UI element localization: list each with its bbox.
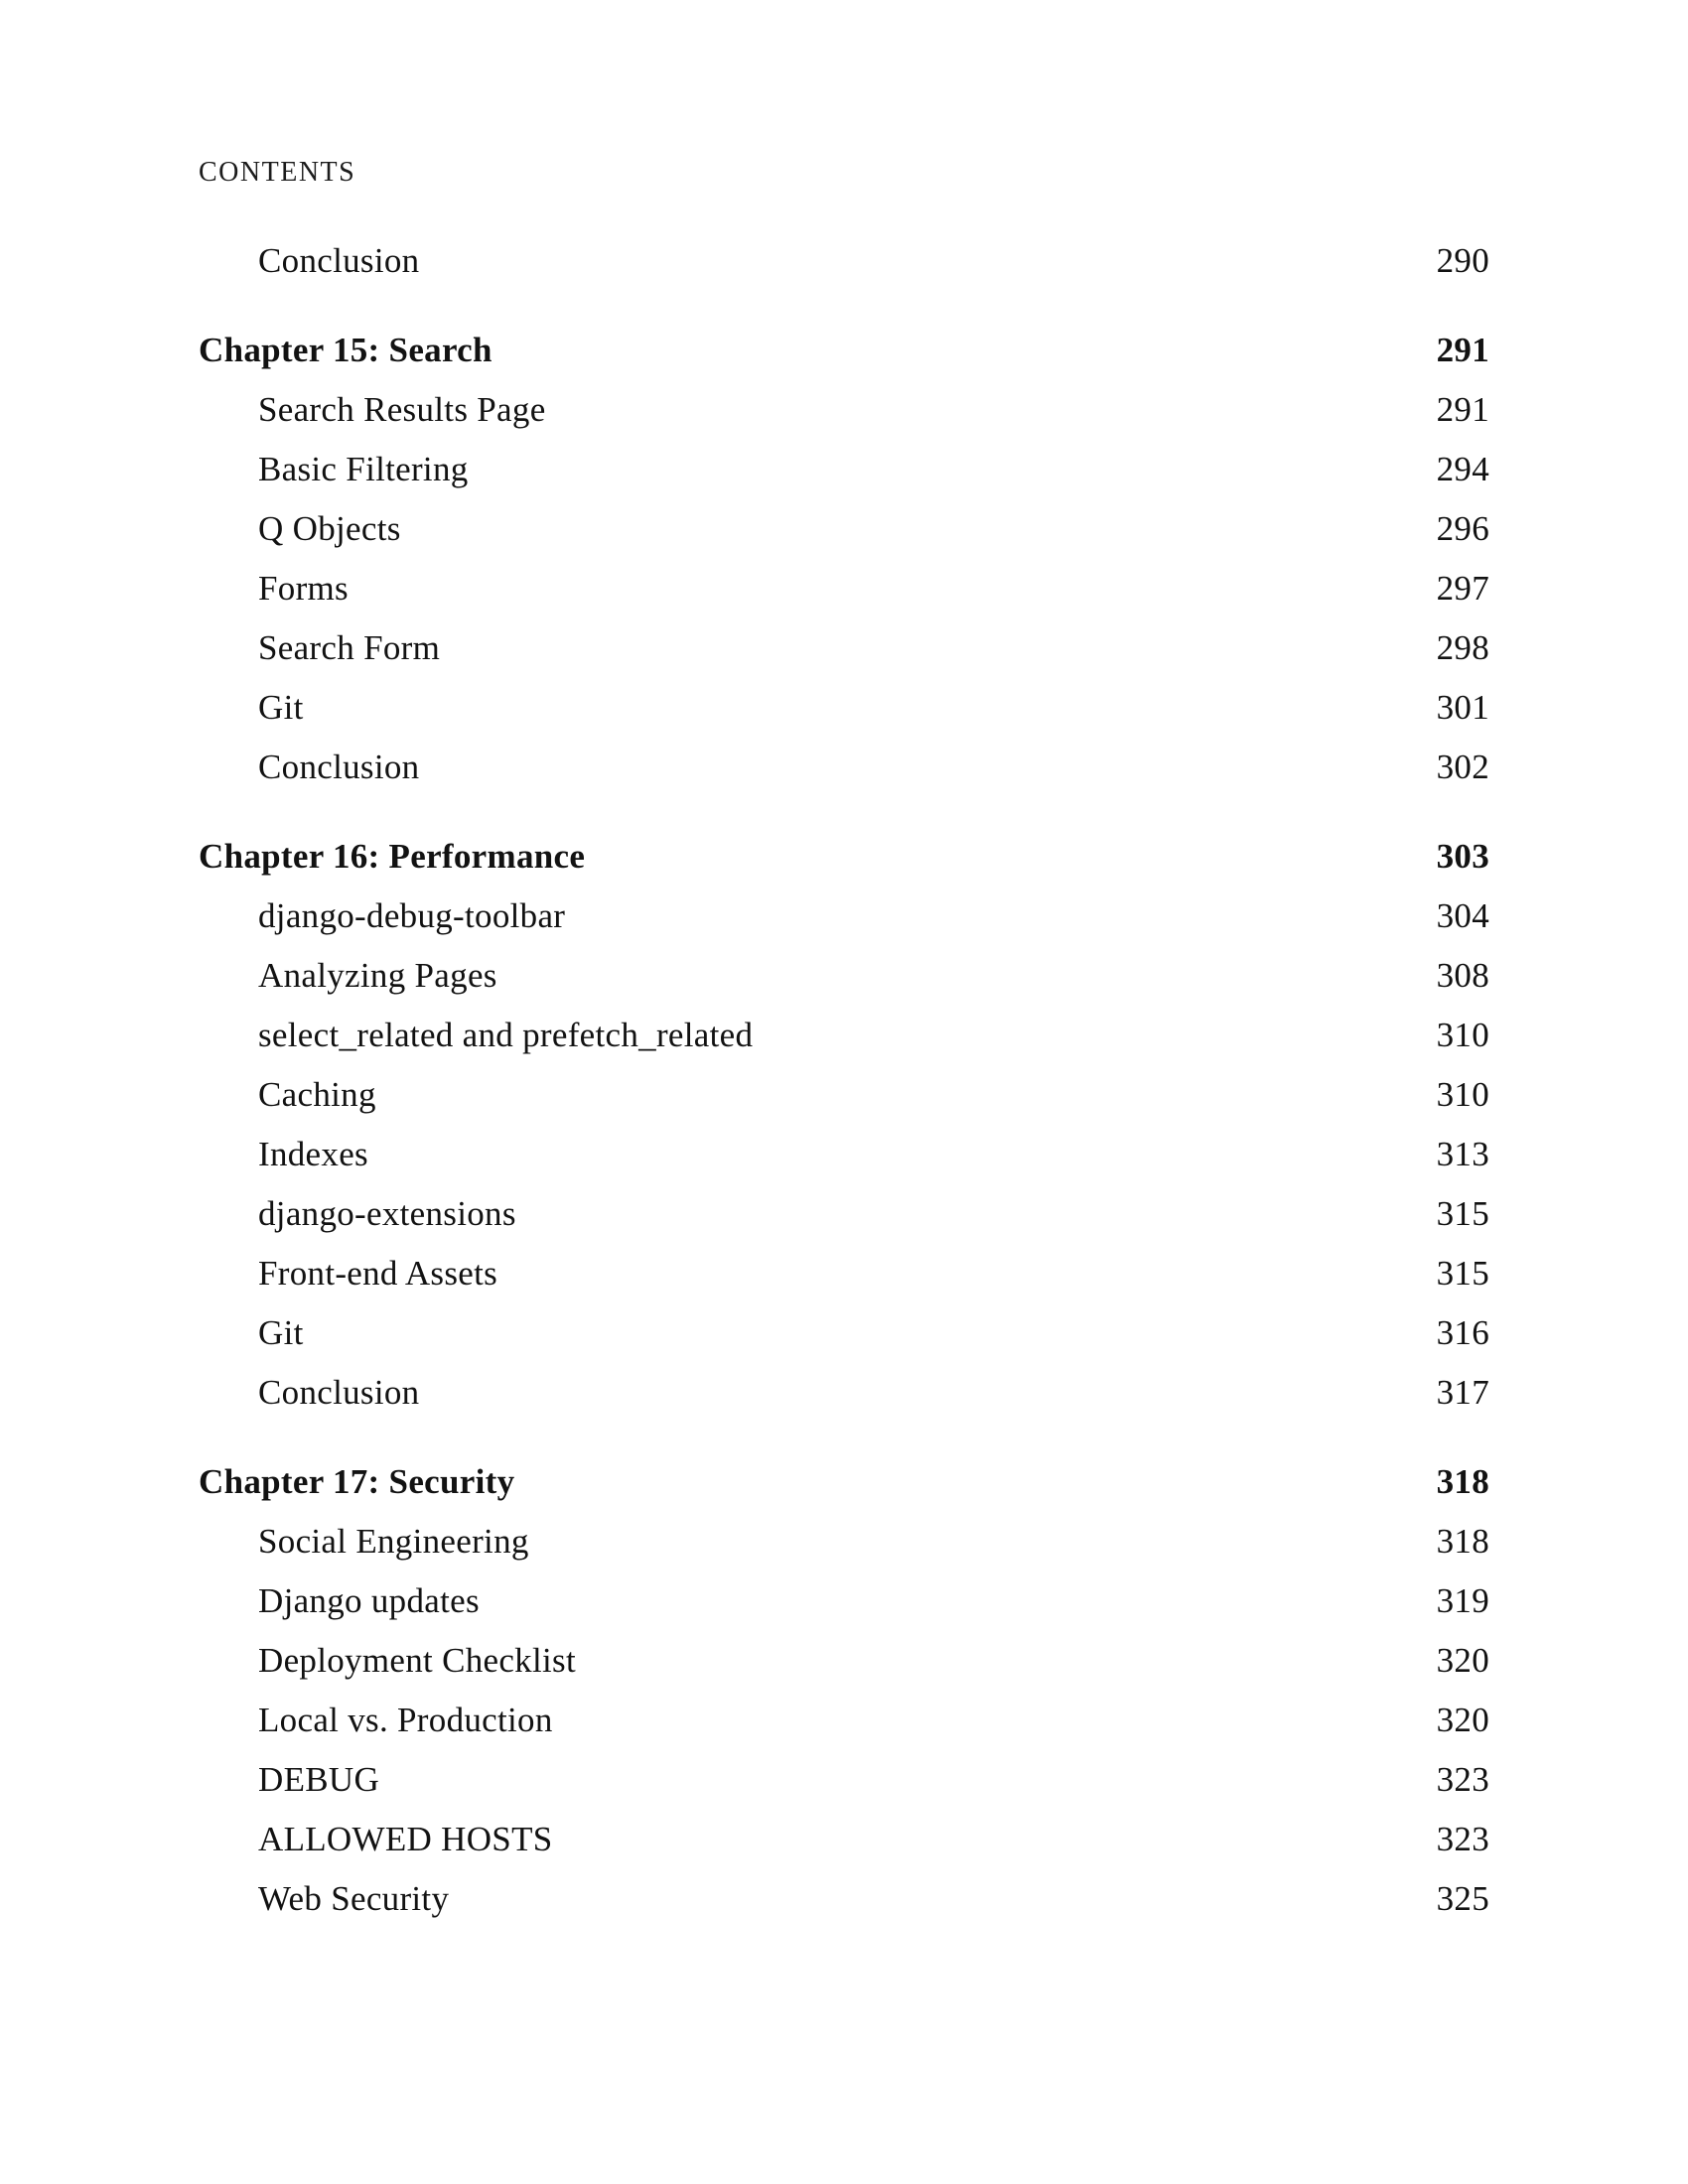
toc-entry-page[interactable]: 302 xyxy=(1436,747,1489,786)
toc-entry-label[interactable]: Chapter 17: Security xyxy=(199,1461,515,1501)
toc-row xyxy=(199,498,1489,558)
toc-row xyxy=(199,737,1489,796)
toc-entry-page[interactable]: 318 xyxy=(1436,1521,1489,1561)
toc-entry-page[interactable]: 320 xyxy=(1436,1640,1489,1680)
toc-entry-page[interactable]: 310 xyxy=(1436,1074,1489,1114)
toc-entry-label[interactable]: Basic Filtering xyxy=(258,449,469,488)
toc-entry-label[interactable]: Local vs. Production xyxy=(258,1700,553,1739)
toc-entry-page[interactable]: 298 xyxy=(1436,627,1489,667)
toc-entry-label[interactable]: Social Engineering xyxy=(258,1521,529,1561)
toc-entry-label[interactable]: Conclusion xyxy=(258,1372,420,1412)
toc-entry-label[interactable]: Django updates xyxy=(258,1580,480,1620)
toc-entry-page[interactable]: 323 xyxy=(1436,1759,1489,1799)
toc-entry-page[interactable]: 301 xyxy=(1436,687,1489,727)
toc-row xyxy=(199,1362,1489,1422)
toc-row xyxy=(199,1243,1489,1302)
toc-row xyxy=(199,1124,1489,1183)
toc-row xyxy=(199,1511,1489,1570)
toc-entry-label[interactable]: Search Form xyxy=(258,627,441,667)
toc-entry-label[interactable]: DEBUG xyxy=(258,1759,380,1799)
toc-list xyxy=(199,230,1489,1928)
toc-entry-page[interactable]: 290 xyxy=(1436,240,1489,280)
toc-entry-label[interactable]: Forms xyxy=(258,568,349,608)
toc-entry-page[interactable]: 317 xyxy=(1436,1372,1489,1412)
toc-row xyxy=(199,1749,1489,1809)
toc-row xyxy=(199,439,1489,498)
toc-entry-page[interactable]: 291 xyxy=(1436,389,1489,429)
toc-entry-label[interactable]: Search Results Page xyxy=(258,389,546,429)
toc-row xyxy=(199,945,1489,1005)
toc-row xyxy=(199,1302,1489,1362)
toc-row xyxy=(199,1183,1489,1243)
toc-row xyxy=(199,230,1489,290)
toc-entry-page[interactable]: 310 xyxy=(1436,1015,1489,1054)
toc-entry-page[interactable]: 304 xyxy=(1436,895,1489,935)
toc-entry-page[interactable]: 297 xyxy=(1436,568,1489,608)
toc-entry-label[interactable]: ALLOWED HOSTS xyxy=(258,1819,553,1858)
toc-row xyxy=(199,1005,1489,1064)
toc-entry-label[interactable]: django-extensions xyxy=(258,1193,516,1233)
toc-entry-page[interactable]: 294 xyxy=(1436,449,1489,488)
toc-entry-page[interactable]: 303 xyxy=(1436,836,1489,876)
toc-entry-label[interactable]: Git xyxy=(258,1312,304,1352)
toc-row xyxy=(199,826,1489,886)
toc-entry-page[interactable]: 315 xyxy=(1436,1253,1489,1293)
toc-row xyxy=(199,1064,1489,1124)
toc-entry-page[interactable]: 316 xyxy=(1436,1312,1489,1352)
toc-entry-label[interactable]: select_related and prefetch_related xyxy=(258,1015,754,1054)
toc-entry-label[interactable]: Conclusion xyxy=(258,747,420,786)
toc-row xyxy=(199,379,1489,439)
toc-row xyxy=(199,617,1489,677)
toc-entry-page[interactable]: 315 xyxy=(1436,1193,1489,1233)
toc-entry-label[interactable]: Chapter 15: Search xyxy=(199,330,492,369)
toc-row xyxy=(199,1451,1489,1511)
toc-entry-page[interactable]: 296 xyxy=(1436,508,1489,548)
toc-entry-label[interactable]: django-debug-toolbar xyxy=(258,895,566,935)
toc-entry-label[interactable]: Chapter 16: Performance xyxy=(199,836,586,876)
toc-row xyxy=(199,558,1489,617)
toc-entry-page[interactable]: 318 xyxy=(1436,1461,1489,1501)
toc-entry-label[interactable]: Caching xyxy=(258,1074,376,1114)
toc-entry-page[interactable]: 320 xyxy=(1436,1700,1489,1739)
toc-row xyxy=(199,886,1489,945)
toc-entry-page[interactable]: 308 xyxy=(1436,955,1489,995)
toc-entry-page[interactable]: 319 xyxy=(1436,1580,1489,1620)
toc-entry-page[interactable]: 325 xyxy=(1436,1878,1489,1918)
toc-entry-page[interactable]: 291 xyxy=(1436,330,1489,369)
toc-entry-label[interactable]: Deployment Checklist xyxy=(258,1640,576,1680)
toc-entry-label[interactable]: Q Objects xyxy=(258,508,401,548)
toc-row xyxy=(199,1809,1489,1868)
toc-entry-page[interactable]: 313 xyxy=(1436,1134,1489,1173)
toc-entry-label[interactable]: Front-end Assets xyxy=(258,1253,498,1293)
toc-entry-label[interactable]: Conclusion xyxy=(258,240,420,280)
toc-row xyxy=(199,1690,1489,1749)
toc-row xyxy=(199,1630,1489,1690)
toc-entry-label[interactable]: Web Security xyxy=(258,1878,450,1918)
toc-row xyxy=(199,677,1489,737)
toc-row xyxy=(199,1868,1489,1928)
toc-row xyxy=(199,1570,1489,1630)
toc-entry-label[interactable]: Indexes xyxy=(258,1134,368,1173)
toc-entry-label[interactable]: Git xyxy=(258,687,304,727)
toc-entry-page[interactable]: 323 xyxy=(1436,1819,1489,1858)
running-header: CONTENTS xyxy=(199,157,356,188)
toc-entry-label[interactable]: Analyzing Pages xyxy=(258,955,497,995)
toc-row xyxy=(199,320,1489,379)
